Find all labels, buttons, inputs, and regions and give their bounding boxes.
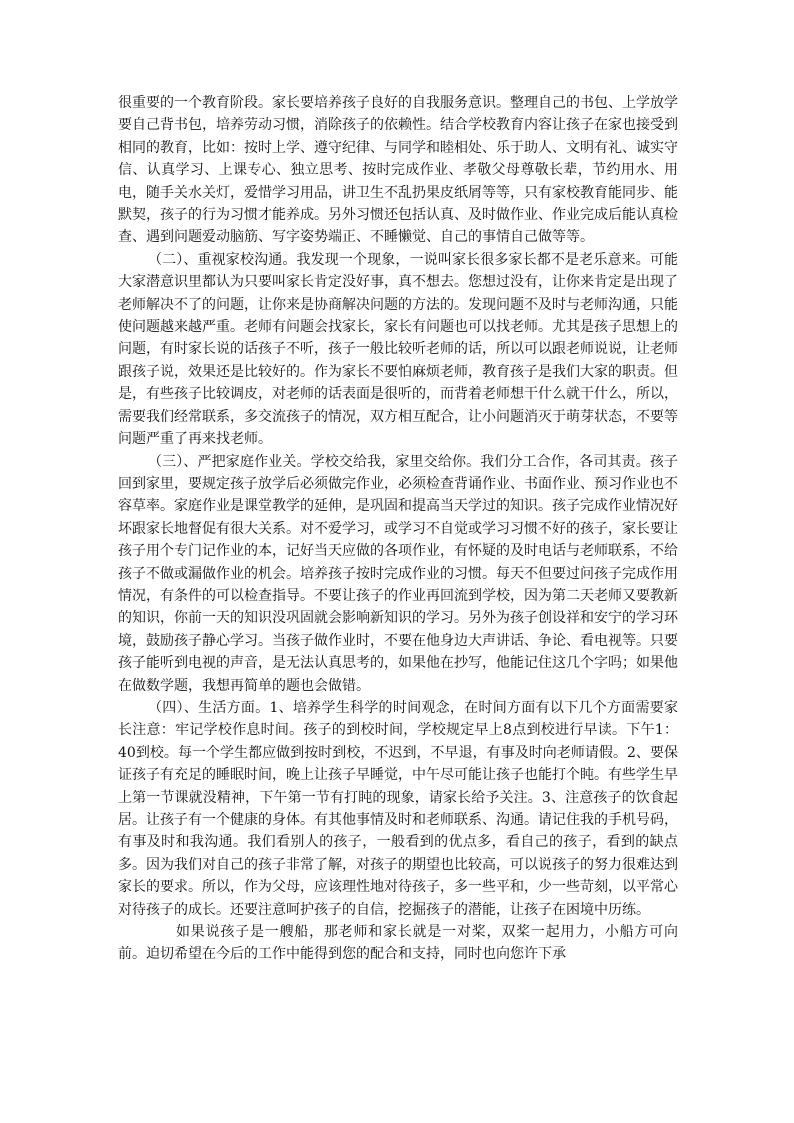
paragraph-closing: 如果说孩子是一艘船，那老师和家长就是一对桨，双桨一起用力，小船方可向前。迫切希望在今后的工作中能得到您的配合和支持，同时也向您许下承 — [118, 924, 678, 963]
paragraph-home-school-communication: （二）、重视家校沟通。我发现一个现象，一说叫家长很多家长都不是老乐意来。可能大家潜意识里都认为只要叫家长肯定没好事，真不想去。您想过没有，让你来肯定是出现了老师解决不了的问题，让你来是协商解决问题的方法的。发现问题不及时与老师沟通，只能使问题越来越严重。老师有问题会找家长，家长有问题也可以找老师。尤其是孩子思想上的问题，有时家长说的话孩子不听，孩子一般比较听老师的话，所以可以跟老师说说，让老师跟孩子说，效果还是比较好的。作为家长不要怕麻烦老师，教育孩子是我们大家的职责。但是，有些孩子比较调皮，对老师的话表面是很听的，而背着老师想干什么就干什么，所以，需要我们经常联系，多交流孩子的情况，双方相互配合，让小问题消灭于萌芽状态，不要等问题严重了再来找老师。 — [118, 251, 678, 448]
paragraph-daily-life: （四）、生活方面。1、培养学生科学的时间观念，在时间方面有以下几个方面需要家长注意：牢记学校作息时间。孩子的到校时间，学校规定早上8点到校进行早读。下午1：40到校。每一个学生都应做到按时到校，不迟到，不早退，有事及时向老师请假。2、要保证孩子有充足的睡眠时间，晚上让孩子早睡觉，中午尽可能让孩子也能打个盹。有些学生早上第一节课就没精神，下午第一节有打盹的现象，请家长给予关注。3、注意孩子的饮食起居。让孩子有一个健康的身体。有其他事情及时和老师联系、沟通。请记住我的手机号码，有事及时和我沟通。我们看别人的孩子，一般看到的优点多，看自己的孩子，看到的缺点多。因为我们对自己的孩子非常了解，对孩子的期望也比较高，可以说孩子的努力很难达到家长的要求。所以，作为父母，应该理性地对待孩子，多一些平和，少一些苛刻，以平常心对待孩子的成长。还要注意呵护孩子的自信，挖掘孩子的潜能，让孩子在困境中历练。 — [118, 699, 678, 918]
paragraph-homework: （三）、严把家庭作业关。学校交给我，家里交给你。我们分工合作，各司其责。孩子回到家里，要规定孩子放学后必须做完作业，必须检查背诵作业、书面作业、预习作业也不容草率。家庭作业是课堂教学的延伸，是巩固和提高当天学过的知识。孩子完成作业情况好坏跟家长地督促有很大关系。对不爱学习，或学习不自觉或学习习惯不好的孩子，家长要让孩子用个专门记作业的本，记好当天应做的各项作业，有怀疑的及时电话与老师联系，不给孩子不做或漏做作业的机会。培养孩子按时完成作业的习惯。每天不但要过问孩子完成作用情况，有条件的可以检查指导。不要让孩子的作业再回流到学校，因为第二天老师又要教新的知识，你前一天的知识没巩固就会影响新知识的学习。另外为孩子创设祥和安宁的学习环境，鼓励孩子静心学习。当孩子做作业时，不要在他身边大声讲话、争论、看电视等。只要孩子能听到电视的声音，是无法认真思考的，如果他在抄写，他能记住这几个字吗；如果他在做数学题，我想再简单的题也会做错。 — [118, 453, 678, 694]
paragraph-habits: 很重要的一个教育阶段。家长要培养孩子良好的自我服务意识。整理自己的书包、上学放学要自己背书包，培养劳动习惯，消除孩子的依赖性。结合学校教育内容让孩子在家也接受到相同的教育，比如：按时上学、遵守纪律、与同学和睦相处、乐于助人、文明有礼、诚实守信、认真学习、上课专心、独立思考、按时完成作业、孝敬父母尊敬长辈，节约用水、用电，随手关水关灯，爱惜学习用品，讲卫生不乱扔果皮纸屑等等，只有家校教育能同步、能默契，孩子的行为习惯才能养成。另外习惯还包括认真、及时做作业、作业完成后能认真检查、遇到问题爱动脑筋、写字姿势端正、不睡懒觉、自己的事情自己做等等。 — [118, 95, 678, 246]
document-page — [118, 92, 678, 966]
